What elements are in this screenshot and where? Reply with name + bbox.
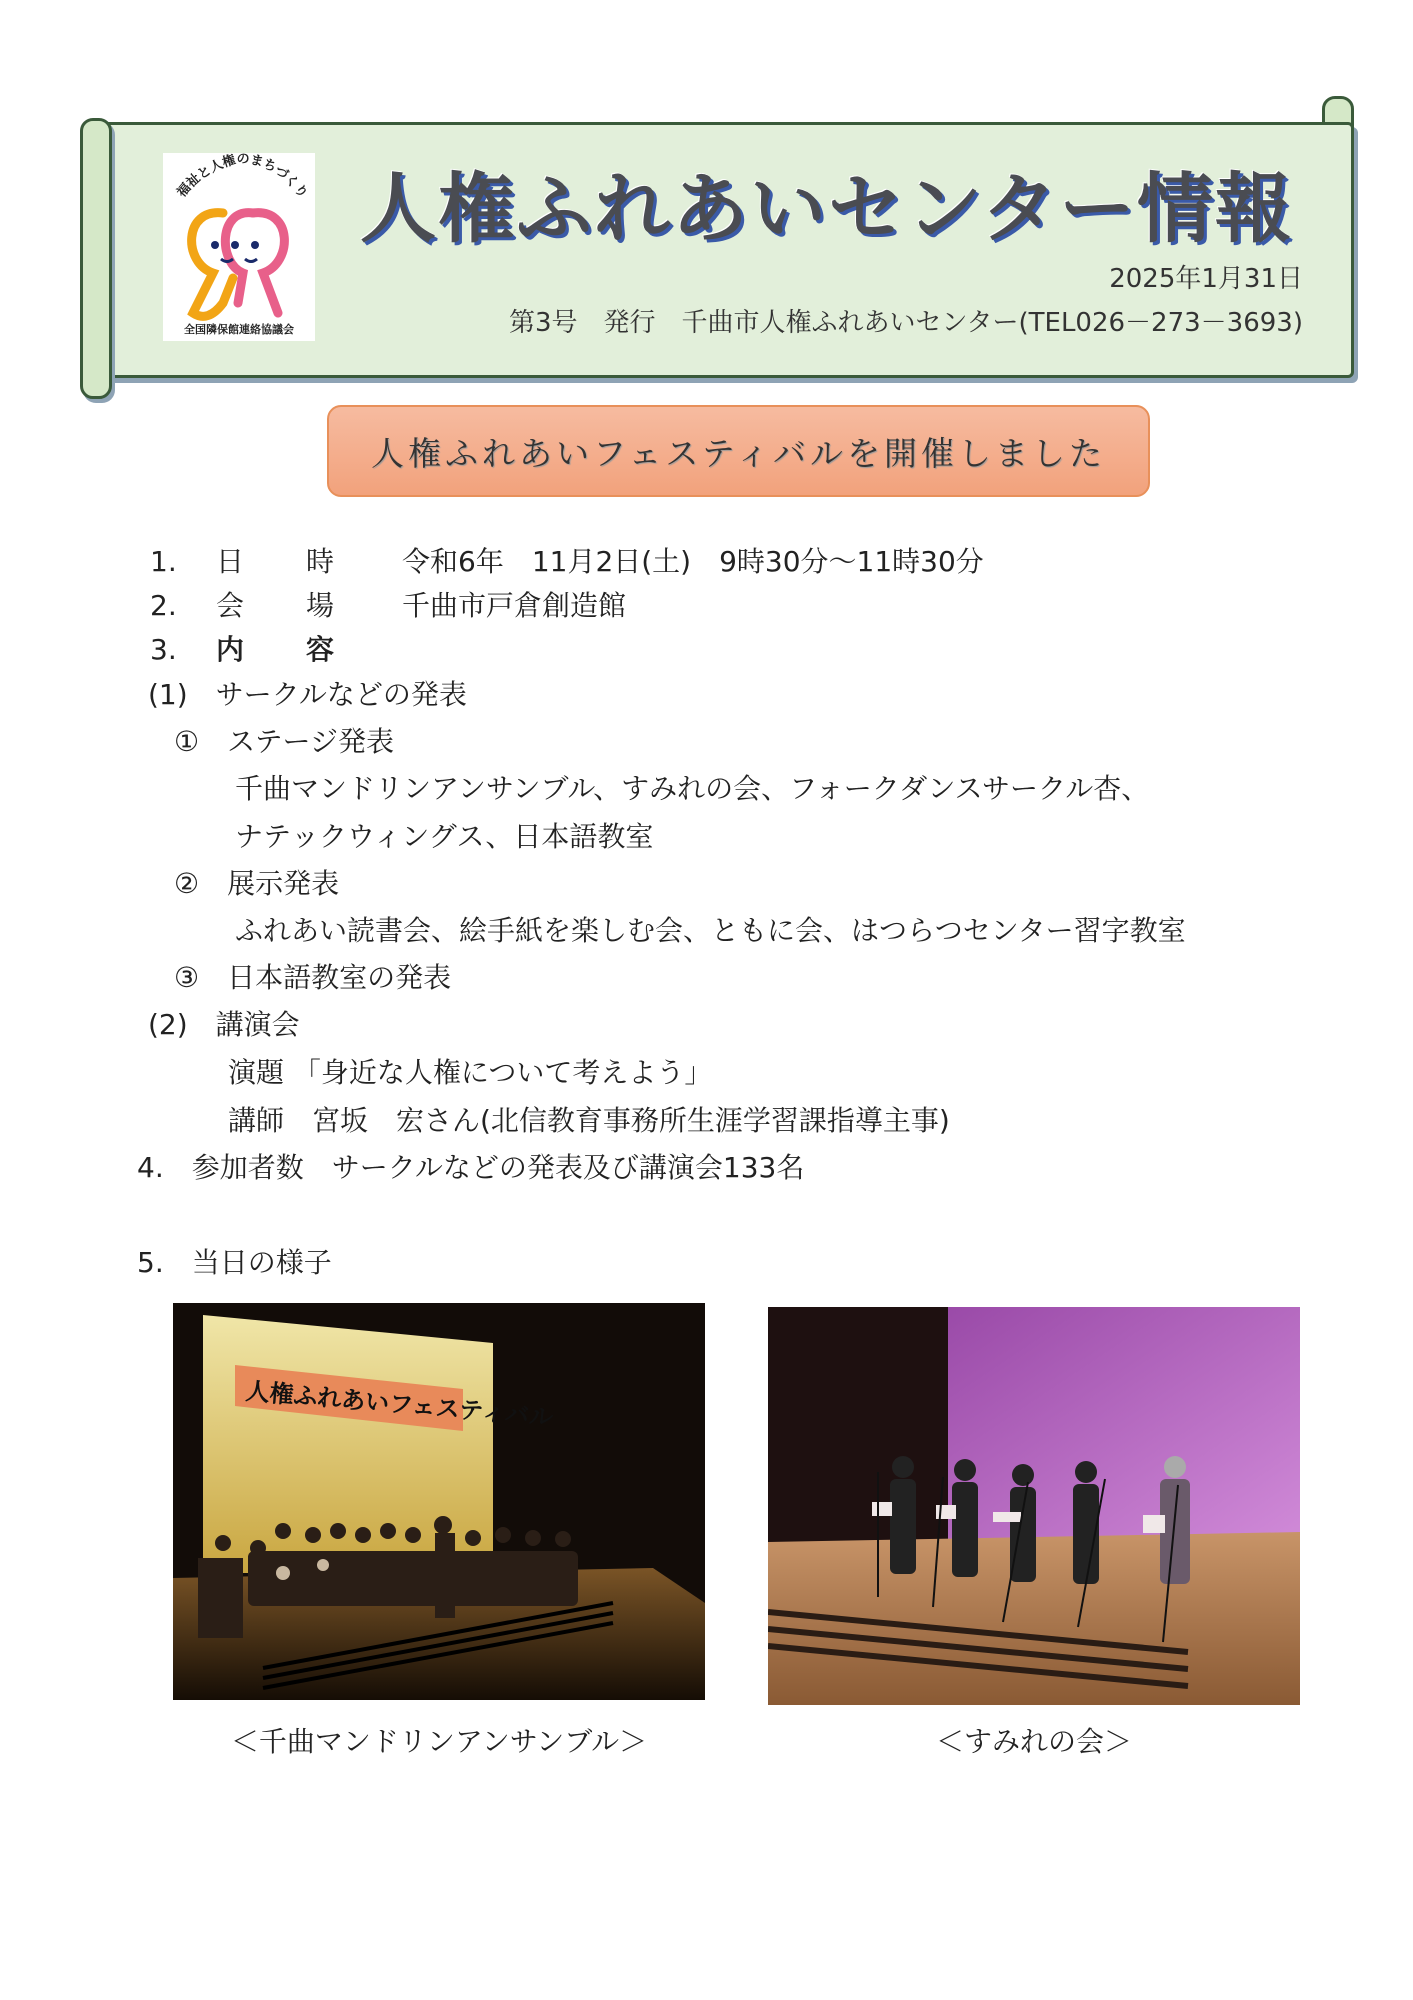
item-key: 場 <box>306 589 335 622</box>
photo-mandolin-ensemble <box>173 1303 705 1700</box>
logo-text-top: 福祉と人権のまちづくり <box>174 153 311 202</box>
item-key: 時 <box>306 545 335 578</box>
item-number: 3. <box>150 633 177 666</box>
subsection: (2) 講演会 <box>148 1008 300 1041</box>
subsection-item: ① ステージ発表 <box>174 725 394 758</box>
logo-text-bottom: 全国隣保館連絡協議会 <box>184 323 294 336</box>
item-number: 2. <box>150 589 177 622</box>
section-photos-heading: 5. 当日の様子 <box>137 1246 332 1279</box>
page-title: 人権ふれあいセンター情報 <box>360 164 1293 253</box>
logo <box>163 153 315 341</box>
lecturer: 講師 宮坂 宏さん(北信教育事務所生涯学習課指導主事) <box>228 1104 950 1137</box>
logo-graphic <box>163 153 315 341</box>
item-key: 日 <box>216 545 245 578</box>
photo-sumire-group <box>768 1307 1300 1705</box>
stage-banner-text: 人権ふれあいフェスティバル <box>244 1377 555 1432</box>
scroll-curl-left <box>80 118 112 399</box>
photo-caption: ＜すみれの会＞ <box>935 1725 1132 1758</box>
subsection-item: ② 展示発表 <box>174 867 340 900</box>
item-value-venue: 千曲市戸倉創造館 <box>402 589 627 622</box>
item-number: 1. <box>150 545 177 578</box>
attendance: 4. 参加者数 サークルなどの発表及び講演会133名 <box>137 1151 805 1184</box>
detail-line: ふれあい読書会、絵手紙を楽しむ会、ともに会、はつらつセンター習字教室 <box>235 914 1186 947</box>
subsection-item: ③ 日本語教室の発表 <box>174 961 452 994</box>
issue-date: 2025年1月31日 <box>1109 264 1303 294</box>
item-key: 会 <box>216 589 245 622</box>
headline-banner: 人権ふれあいフェスティバルを開催しました <box>327 405 1150 497</box>
item-value-datetime: 令和6年 11月2日(土) 9時30分～11時30分 <box>402 545 984 578</box>
photo-caption: ＜千曲マンドリンアンサンブル＞ <box>230 1725 648 1758</box>
subsection: (1) サークルなどの発表 <box>148 678 467 711</box>
item-key: 容 <box>306 633 335 666</box>
detail-line: 千曲マンドリンアンサンブル、すみれの会、フォークダンスサークル杏、 <box>235 772 1150 805</box>
detail-line: ナテックウィングス、日本語教室 <box>235 820 654 853</box>
lecture-title: 演題 「身近な人権について考えよう」 <box>228 1056 713 1089</box>
item-key: 内 <box>216 633 245 666</box>
issue-info: 第3号 発行 千曲市人権ふれあいセンター(TEL026－273－3693) <box>508 308 1303 338</box>
